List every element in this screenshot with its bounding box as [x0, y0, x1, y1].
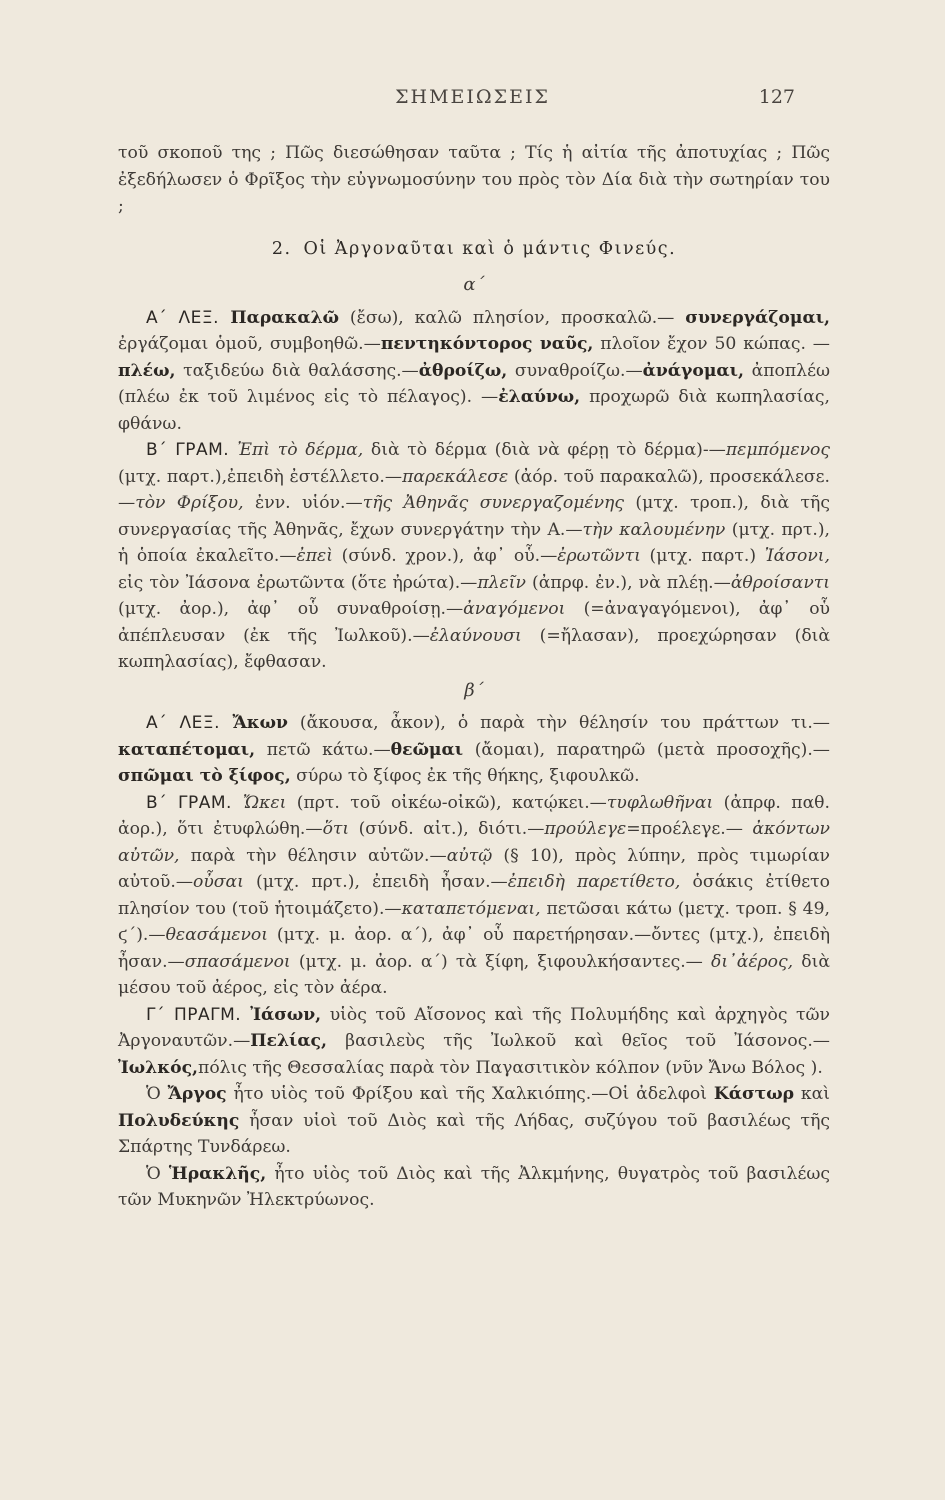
- text-run: ἀποπλέω (πλέω ἐκ τοῦ λιμένος εἰς τὸ πέλαγος). —: [118, 360, 830, 407]
- text-run: τυφλωθῆναι: [606, 792, 714, 813]
- text-run: οὖσαι: [193, 872, 244, 892]
- text-run: Ἄργος: [167, 1084, 227, 1104]
- text-run: Β΄ ΓΡΑΜ.: [146, 792, 243, 813]
- text-run: συνεργάζομαι,: [685, 307, 831, 328]
- text-run: ἦτο υἱὸς τοῦ Διὸς καὶ τῆς Ἀλκμήνης, θυγατρὸς τοῦ βασιλέως τῶν Μυκηνῶν Ἠλεκτρύωνος.: [118, 1163, 830, 1210]
- text-run: (μτχ. μ. ἀορ. α΄), ἀφ᾽ οὗ παρετήρησαν.—ὄντες (μτχ.), ἐπειδὴ ἦσαν.—: [118, 925, 830, 972]
- text-run: σπασάμενοι: [184, 951, 291, 972]
- text-run: Πελίας,: [250, 1031, 327, 1051]
- text-run: ἐπεὶ: [296, 546, 333, 566]
- grammar-paragraph-a: [118, 437, 830, 676]
- text-run: Πολυδεύκης: [118, 1110, 240, 1131]
- text-run: τὸν Φρίξου,: [135, 493, 244, 513]
- text-run: διὰ μέσου τοῦ ἀέρος, εἰς τὸν ἀέρα.: [118, 951, 830, 998]
- section-title: Οἱ Ἀργοναῦται καὶ ὁ μάντις Φινεύς.: [303, 238, 677, 259]
- text-run: σπῶμαι τὸ ξίφος,: [118, 766, 291, 786]
- text-run: (μτχ. μ. ἀορ. α΄) τὰ ξίφη, ξιφουλκήσαντες.—: [290, 951, 712, 972]
- text-run: θεασάμενοι: [165, 925, 269, 945]
- text-run: ἐργάζομαι ὁμοῦ, συμβοηθῶ.—: [118, 334, 381, 354]
- text-run: πόλις τῆς Θεσσαλίας παρὰ τὸν Παγασιτικὸν κόλπον (νῦν Ἄνω Βόλος ).: [198, 1057, 823, 1078]
- lexicon-paragraph-b: [118, 710, 830, 790]
- text-run: Ἰάσονι,: [764, 546, 830, 566]
- running-title: ΣΗΜΕΙΩΣΕΙΣ: [395, 86, 550, 108]
- text-run: προχωρῶ διὰ κωπηλασίας, φθάνω.: [118, 387, 831, 434]
- herakles-paragraph: [118, 1161, 830, 1214]
- text-run: υἱὸς τοῦ Αἴσονος καὶ τῆς Πολυμήδης καὶ ἀρχηγὸς τῶν Ἀργοναυτῶν.—: [118, 1004, 830, 1051]
- text-run: εἰς τὸν Ἰάσονα ἐρωτῶντα (ὅτε ἠρώτα).—: [118, 572, 478, 593]
- text-run: Α΄ ΛΕΞ.: [146, 713, 233, 733]
- text-run: Ἐπὶ τὸ δέρμα,: [237, 440, 364, 460]
- text-run: Α΄ ΛΕΞ.: [146, 307, 231, 328]
- text-run: ἀναγόμενοι: [463, 599, 566, 619]
- text-run: (μτχ. πρτ.), ἐπειδὴ ἦσαν.—: [243, 872, 508, 892]
- text-run: ταξιδεύω διὰ θαλάσσης.—: [175, 360, 419, 381]
- text-run: πλοῖον ἔχον 50 κώπας. —: [593, 334, 830, 354]
- text-run: ἀνάγομαι,: [642, 360, 744, 381]
- text-run: βασιλεὺς τῆς Ἰωλκοῦ καὶ θεῖος τοῦ Ἰάσονος.—: [327, 1031, 830, 1051]
- text-run: ἐπειδὴ παρετίθετο,: [507, 872, 681, 892]
- text-run: Ἰωλκός,: [118, 1057, 199, 1078]
- text-run: Ὤκει: [242, 792, 287, 813]
- text-run: συναθροίζω.—: [507, 360, 643, 381]
- text-run: πεντηκόντορος ναῦς,: [380, 334, 594, 354]
- text-run: (πρτ. τοῦ οἰκέω-οἰκῶ), κατῴκει.—: [286, 792, 607, 813]
- text-run: ἀθροίσαντι: [730, 572, 831, 593]
- page-number: 127: [758, 86, 795, 108]
- text-run: (μτχ. ἀορ.), ἀφ᾽ οὗ συναθροίσῃ.—: [118, 599, 464, 619]
- text-run: προύλεγε: [544, 819, 627, 839]
- text-run: (ἀόρ. τοῦ παρακαλῶ), προσεκάλεσε.—: [118, 466, 830, 513]
- argos-paragraph: [118, 1081, 830, 1161]
- text-run: πλεῖν: [477, 572, 526, 593]
- text-run: ἀθροίζω,: [418, 360, 508, 381]
- text-run: ἐρωτῶντι: [557, 546, 641, 566]
- text-run: (ἀπρφ. ἐν.), νὰ πλέῃ.—: [525, 572, 731, 593]
- text-run: (μτχ. τροπ.), διὰ τῆς συνεργασίας τῆς Ἀθηνᾶς, ἔχων συνεργάτην τὴν Α.—: [118, 493, 830, 540]
- text-run: καὶ: [794, 1084, 830, 1104]
- section-number: 2.: [271, 238, 292, 259]
- text-run: καταπέτομαι,: [118, 739, 256, 760]
- text-run: θεῶμαι: [390, 739, 464, 760]
- text-run: (ἄομαι), παρατηρῶ (μετὰ προσοχῆς).—: [463, 739, 830, 760]
- section-heading: [118, 236, 830, 263]
- text-run: (σύνδ. χρον.), ἀφ᾽ οὗ.—: [333, 546, 558, 566]
- text-run: (μτχ. παρτ.),ἐπειδὴ ἐστέλλετο.—: [118, 466, 403, 487]
- text-run: ἦτο υἱὸς τοῦ Φρίξου καὶ τῆς Χαλκιόπης.—Οἱ ἀδελφοὶ: [226, 1084, 714, 1104]
- lexicon-paragraph-a: [118, 305, 830, 438]
- text-run: ἐλαύνουσι: [429, 625, 522, 646]
- text-run: τῆς Ἀθηνᾶς συνεργαζομένης: [362, 493, 624, 513]
- text-run: Παρακαλῶ: [230, 307, 339, 328]
- text-run: (=ἤλασαν), προεχώρησαν (διὰ κωπηλασίας), ἔφθασαν.: [118, 625, 831, 672]
- text-run: πετῶσαι κάτω (μετχ. τροπ. § 49, ϛ΄).—: [118, 898, 830, 945]
- text-run: Ἡρακλῆς,: [168, 1163, 267, 1184]
- text-run: Ἄκων: [232, 713, 288, 733]
- text-run: (ἀπρφ. παθ. ἀορ.), ὅτι ἐτυφλώθη.—: [118, 792, 830, 839]
- text-run: σύρω τὸ ξίφος ἐκ τῆς θήκης, ξιφουλκῶ.: [290, 766, 640, 786]
- text-run: ὅτι: [322, 819, 350, 839]
- text-run: διὰ τὸ δέρμα (διὰ νὰ φέρῃ τὸ δέρμα)-—: [363, 440, 726, 460]
- text-run: δι᾽ἀέρος,: [711, 951, 794, 972]
- text-run: Β΄ ΓΡΑΜ.: [146, 440, 238, 460]
- text-run: ἦσαν υἱοὶ τοῦ Διὸς καὶ τῆς Λήδας, συζύγου τοῦ βασιλέως τῆς Σπάρτης Τυνδάρεω.: [118, 1110, 830, 1157]
- subsection-mark-alpha: α΄: [463, 274, 485, 295]
- text-run: Ὁ: [146, 1084, 168, 1104]
- text-run: ἐλαύνω,: [498, 387, 581, 407]
- text-run: Ἰάσων,: [250, 1004, 322, 1025]
- page-header: [0, 86, 945, 112]
- text-run: αὐτῷ: [446, 845, 493, 866]
- text-run: καταπετόμεναι,: [401, 898, 541, 919]
- text-run: πεμπόμενος: [725, 440, 830, 460]
- text-run: τὴν καλουμένην: [582, 519, 726, 540]
- text-run: ὁσάκις ἐτίθετο πλησίον του (τοῦ ἡτοιμάζετο).—: [118, 872, 830, 919]
- text-run: (μτχ. πρτ.), ἡ ὁποία ἐκαλεῖτο.—: [118, 519, 831, 566]
- text-run: (=ἀναγαγόμενοι), ἀφ᾽ οὗ ἀπέπλευσαν (ἐκ τῆς Ἰωλκοῦ).—: [118, 599, 831, 646]
- text-run: ἀκόντων αὐτῶν,: [118, 819, 830, 866]
- text-run: =προέλεγε.—: [626, 819, 753, 839]
- text-run: ἐνν. υἱόν.—: [243, 493, 363, 513]
- text-run: πετῶ κάτω.—: [255, 739, 391, 760]
- text-run: παρεκάλεσε: [402, 466, 509, 487]
- body-text: [118, 140, 830, 1214]
- text-run: (σύνδ. αἰτ.), διότι.—: [349, 819, 545, 839]
- text-run: (§ 10), πρὸς λύπην, πρὸς τιμωρίαν αὐτοῦ.—: [118, 845, 830, 892]
- text-run: Ὁ: [146, 1163, 169, 1184]
- text-run: (ἔσω), καλῶ πλησίον, προσκαλῶ.—: [339, 307, 686, 328]
- intro-paragraph: τοῦ σκοποῦ της ; Πῶς διεσώθησαν ταῦτα ; Τίς ἡ αἰτία τῆς ἀποτυχίας ; Πῶς ἐξεδήλωσεν ὁ Φρῖξος τὴν εὐγνωμοσύνην του πρὸς τὸν Δία διὰ τὴν σωτηρίαν του ;: [118, 143, 830, 216]
- text-run: παρὰ τὴν θέλησιν αὐτῶν.—: [179, 845, 447, 866]
- grammar-paragraph-b: [118, 790, 830, 1002]
- text-run: πλέω,: [118, 360, 176, 381]
- facts-paragraph-b: [118, 1002, 830, 1082]
- text-run: (μτχ. παρτ.): [640, 546, 765, 566]
- text-run: (ἄκουσα, ἆκον), ὁ παρὰ τὴν θέλησίν του πράττων τι.—: [287, 713, 830, 733]
- text-run: Γ΄ ΠΡΑΓΜ.: [146, 1004, 251, 1025]
- text-run: Κάστωρ: [713, 1084, 795, 1104]
- subsection-mark-beta: β΄: [464, 679, 484, 701]
